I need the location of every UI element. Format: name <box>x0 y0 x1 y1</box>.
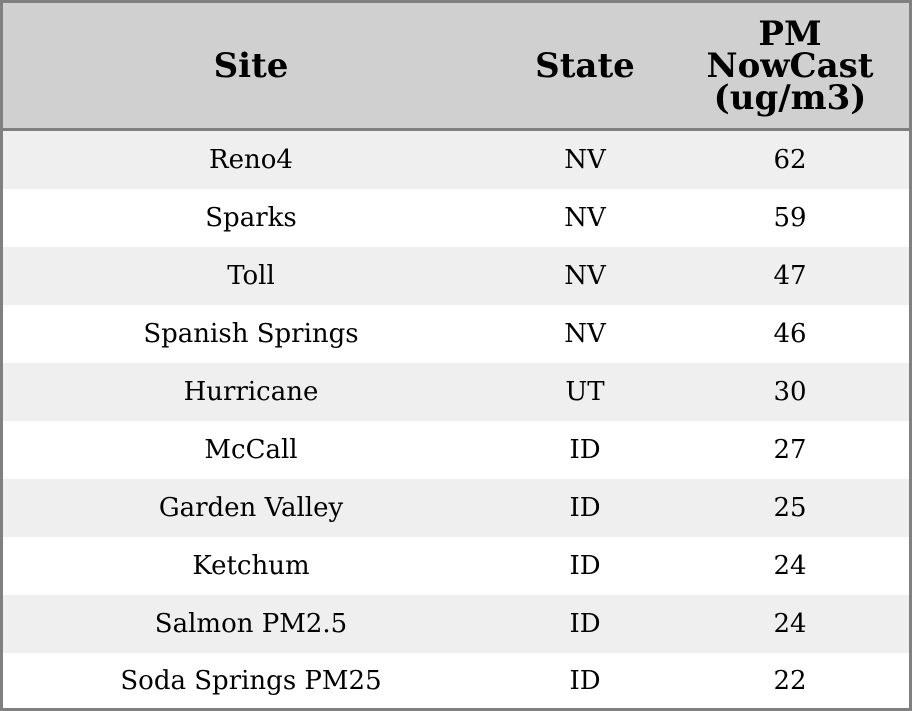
site-cell: Soda Springs PM25 <box>3 653 499 708</box>
pm-nowcast-table <box>3 3 909 708</box>
pm-cell: 27 <box>671 421 909 479</box>
state-cell: NV <box>499 130 671 190</box>
table-row <box>3 130 909 190</box>
state-cell: ID <box>499 537 671 595</box>
state-cell: ID <box>499 479 671 537</box>
column-header-pm-line1: PM <box>758 13 822 54</box>
column-header-pm-line3: (ug/m3) <box>713 77 867 118</box>
state-cell: NV <box>499 247 671 305</box>
state-cell: ID <box>499 421 671 479</box>
column-header-pm-nowcast <box>671 3 909 130</box>
state-cell: NV <box>499 305 671 363</box>
site-cell: Spanish Springs <box>3 305 499 363</box>
pm-cell: 24 <box>671 595 909 653</box>
table-row <box>3 479 909 537</box>
pm-cell: 25 <box>671 479 909 537</box>
table-row <box>3 653 909 708</box>
site-cell: Toll <box>3 247 499 305</box>
pm-cell: 59 <box>671 189 909 247</box>
state-cell: ID <box>499 595 671 653</box>
site-cell: Hurricane <box>3 363 499 421</box>
table-row <box>3 363 909 421</box>
pm-cell: 30 <box>671 363 909 421</box>
table-row <box>3 247 909 305</box>
column-header-state: State <box>499 3 671 130</box>
site-cell: Garden Valley <box>3 479 499 537</box>
table-body <box>3 130 909 709</box>
table-row <box>3 537 909 595</box>
site-cell: Salmon PM2.5 <box>3 595 499 653</box>
table-row <box>3 595 909 653</box>
pm-cell: 24 <box>671 537 909 595</box>
pm-cell: 47 <box>671 247 909 305</box>
table-row <box>3 421 909 479</box>
site-cell: Ketchum <box>3 537 499 595</box>
table-row <box>3 305 909 363</box>
table-header <box>3 3 909 130</box>
column-header-pm-line2: NowCast <box>706 45 874 86</box>
site-cell: Reno4 <box>3 130 499 190</box>
state-cell: NV <box>499 189 671 247</box>
column-header-site: Site <box>3 3 499 130</box>
table-row <box>3 189 909 247</box>
pm-cell: 22 <box>671 653 909 708</box>
state-cell: UT <box>499 363 671 421</box>
state-cell: ID <box>499 653 671 708</box>
site-cell: McCall <box>3 421 499 479</box>
pm-cell: 62 <box>671 130 909 190</box>
site-cell: Sparks <box>3 189 499 247</box>
pm-cell: 46 <box>671 305 909 363</box>
header-row <box>3 3 909 130</box>
